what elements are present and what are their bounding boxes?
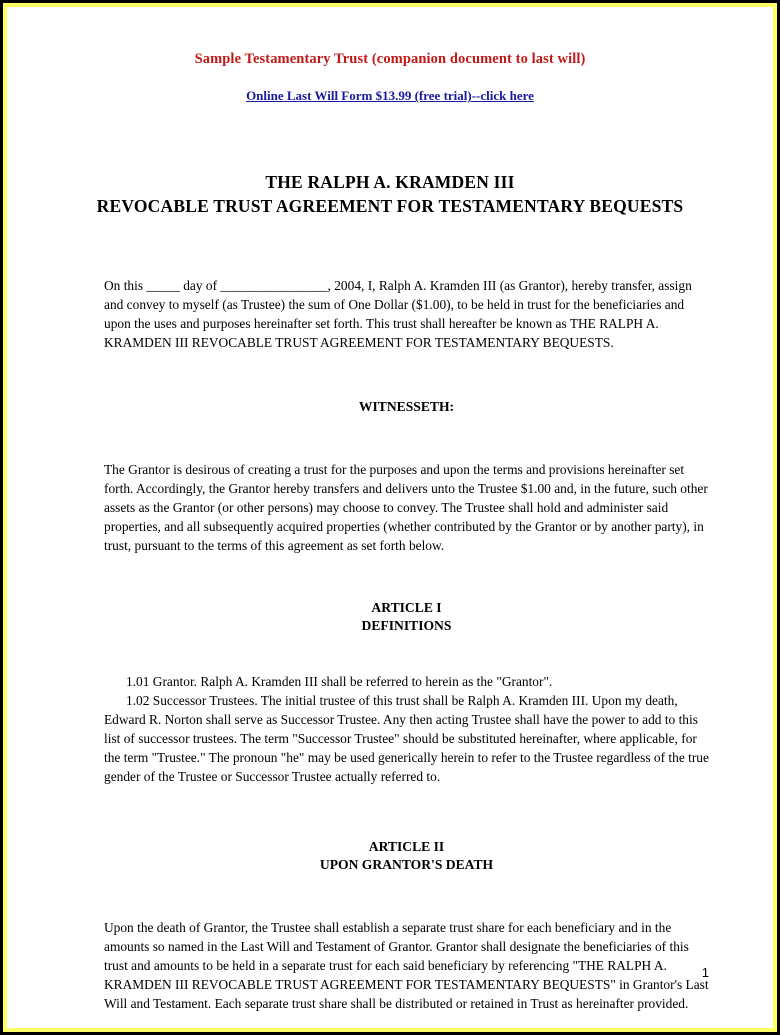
article-one-number: ARTICLE I	[371, 599, 442, 615]
document-body	[7, 276, 773, 1013]
intro-paragraph: On this _____ day of ________________, 2004, I, Ralph A. Kramden III (as Grantor), hereby transfer, assign and convey to myself (as Trustee) the sum of One Dollar ($1.00), to be held in trust for the beneficiaries and upon the uses and purposes hereinafter set forth. This trust shall hereafter be known as THE RALPH A. KRAMDEN III REVOCABLE TRUST AGREEMENT FOR TESTAMENTARY BEQUESTS.	[104, 277, 692, 351]
article-one-name: DEFINITIONS	[361, 617, 452, 633]
article-two-paragraph: Upon the death of Grantor, the Trustee shall establish a separate trust share for each beneficiary and in the amounts so named in the Last Will and Testament of Grantor. Grantor shall designate the beneficiaries of this trust and amounts to be held in a separate trust for each said beneficiary by referencing "THE RALPH A. KRAMDEN III REVOCABLE TRUST AGREEMENT FOR TESTAMENTARY BEQUESTS" in Grantor's Last Will and Testament. Each separate trust share shall be distributed or retained in Trust as hereinafter provided.	[104, 919, 709, 1011]
online-last-will-form-link[interactable]: Online Last Will Form $13.99 (free trial)--click here	[246, 88, 534, 104]
page-title-line-1: THE RALPH A. KRAMDEN III	[265, 172, 515, 193]
article-two-name: UPON GRANTOR'S DEATH	[319, 857, 494, 873]
article-one-heading	[104, 599, 709, 634]
document-page	[7, 7, 773, 1028]
witnesseth-heading: WITNESSETH:	[358, 399, 455, 415]
clause-1-01: 1.01 Grantor. Ralph A. Kramden III shall be referred to herein as the "Grantor".	[126, 674, 553, 690]
witnesseth-paragraph: The Grantor is desirous of creating a trust for the purposes and upon the terms and provisions hereinafter set forth. Accordingly, the Grantor hereby transfers and delivers unto the Trustee $1.00 and, in the future, such other assets as the Grantor (or other persons) may choose to convey. The Trustee shall hold and administer said properties, and all subsequently acquired properties (whether contributed by the Grantor or by another party), in trust, pursuant to the terms of this agreement as set forth below.	[104, 461, 708, 553]
clause-1-02: 1.02 Successor Trustees. The initial trustee of this trust shall be Ralph A. Kramden III. Upon my death, Edward R. Norton shall serve as Successor Trustee. Any then acting Trustee shall have the power to add to this list of successor trustees. The term "Successor Trustee" should be substituted hereinafter, where applicable, for the term "Trustee." The pronoun "he" may be used generically herein to refer to the Trustee regardless of the true gender of the Trustee or Successor Trustee actually referred to.	[104, 693, 709, 785]
page-title	[7, 171, 773, 218]
article-two-heading	[104, 838, 709, 873]
page-title-line-2: REVOCABLE TRUST AGREEMENT FOR TESTAMENTARY BEQUESTS	[96, 195, 684, 216]
article-two-number: ARTICLE II	[368, 839, 445, 855]
document-header-title: Sample Testamentary Trust (companion document to last will)	[194, 51, 586, 67]
page-number: 1	[701, 965, 709, 980]
document-header	[7, 7, 773, 105]
